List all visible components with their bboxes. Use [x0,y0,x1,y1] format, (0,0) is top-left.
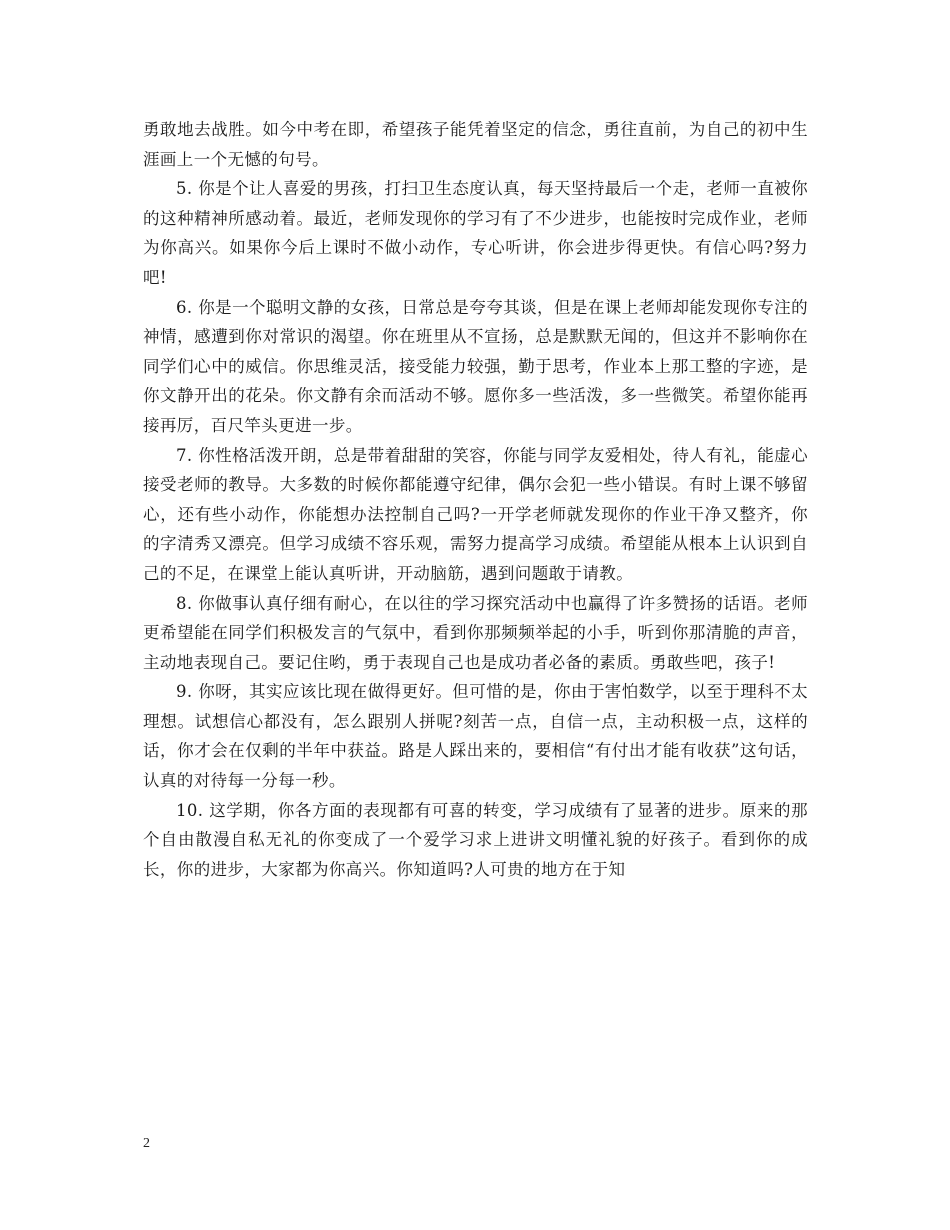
paragraph-item-8: 8. 你做事认真仔细有耐心，在以往的学习探究活动中也赢得了许多赞扬的话语。老师更希望能在同学们积极发言的气氛中，看到你那频频举起的小手，听到你那清脆的声音，主动地表现自己。要记住哟，勇于表现自己也是成功者必备的素质。勇敢些吧，孩子! [143,593,808,672]
page-number: 2 [143,1136,150,1151]
paragraph-item-10: 10. 这学期，你各方面的表现都有可喜的转变，学习成绩有了显著的进步。原来的那个自由散漫自私无礼的你变成了一个爱学习求上进讲文明懂礼貌的好孩子。看到你的成长，你的进步，大家都为你高兴。你知道吗?人可贵的地方在于知 [143,800,808,879]
document-body [143,115,808,884]
paragraph-item-5: 5. 你是个让人喜爱的男孩，打扫卫生态度认真，每天坚持最后一个走，老师一直被你的这种精神所感动着。最近，老师发现你的学习有了不少进步，也能按时完成作业，老师为你高兴。如果你今后上课时不做小动作，专心听讲，你会进步得更快。有信心吗?努力吧! [143,179,808,287]
paragraph-continuation: 勇敢地去战胜。如今中考在即，希望孩子能凭着坚定的信念，勇往直前，为自己的初中生涯画上一个无憾的句号。 [143,120,808,169]
paragraph-item-7: 7. 你性格活泼开朗，总是带着甜甜的笑容，你能与同学友爱相处，待人有礼，能虚心接受老师的教导。大多数的时候你都能遵守纪律，偶尔会犯一些小错误。有时上课不够留心，还有些小动作，你能想办法控制自己吗?一开学老师就发现你的作业干净又整齐，你的字清秀又漂亮。但学习成绩不容乐观，需努力提高学习成绩。希望能从根本上认识到自己的不足，在课堂上能认真听讲，开动脑筋，遇到问题敢于请教。 [143,445,808,583]
paragraph-item-6: 6. 你是一个聪明文静的女孩，日常总是夸夸其谈，但是在课上老师却能发现你专注的神情，感遭到你对常识的渴望。你在班里从不宣扬，总是默默无闻的，但这并不影响你在同学们心中的威信。你思维灵活，接受能力较强，勤于思考，作业本上那工整的字迹，是你文静开出的花朵。你文静有余而活动不够。愿你多一些活泼，多一些微笑。希望你能再接再厉，百尺竿头更进一步。 [143,297,808,435]
paragraph-item-9: 9. 你呀，其实应该比现在做得更好。但可惜的是，你由于害怕数学，以至于理科不太理想。试想信心都没有，怎么跟别人拼呢?刻苦一点，自信一点，主动积极一点，这样的话，你才会在仅剩的半年中获益。路是人踩出来的，要相信“有付出才能有收获”这句话，认真的对待每一分每一秒。 [143,682,808,791]
